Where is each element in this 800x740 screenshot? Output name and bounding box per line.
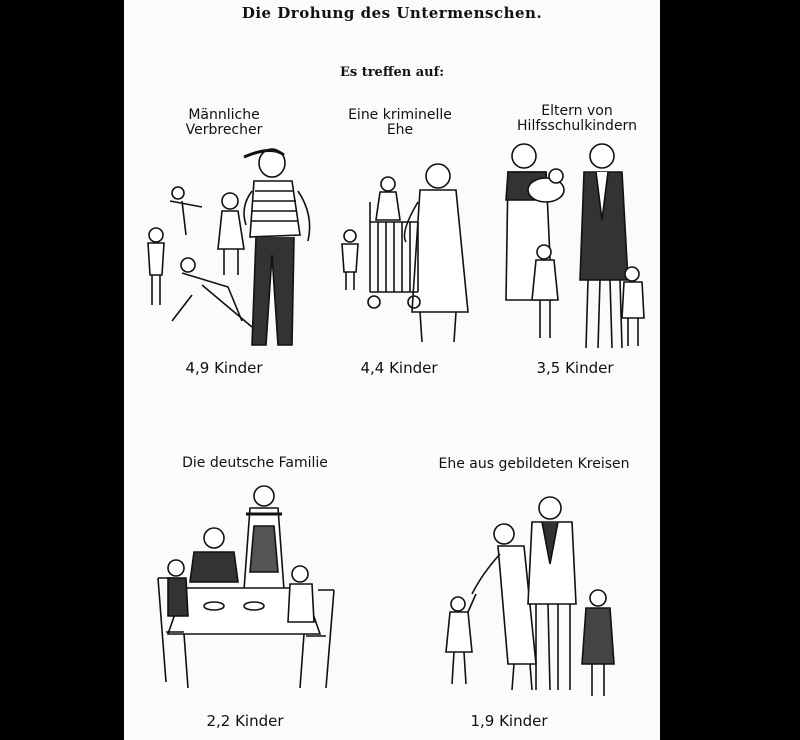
group-label-special-school-parents: Eltern von Hilfsschulkindern — [517, 103, 637, 134]
group-count-criminal-marriage: 4,4 Kinder — [360, 359, 438, 377]
poster-subtitle: Es treffen auf: — [339, 65, 445, 80]
group-label-educated-marriage: Ehe aus gebildeten Kreisen — [438, 456, 630, 472]
group-label-criminal-men: Männliche Verbrecher — [185, 107, 263, 138]
group-count-educated-marriage: 1,9 Kinder — [470, 712, 548, 730]
group-label-criminal-marriage: Eine kriminelle Ehe — [348, 107, 452, 138]
group-count-german-family: 2,2 Kinder — [206, 712, 284, 730]
illustration-german-family — [154, 482, 344, 702]
group-count-criminal-men: 4,9 Kinder — [185, 359, 263, 377]
poster-title: Die Drohung des Untermenschen. — [241, 4, 543, 22]
illustration-criminal-marriage — [330, 162, 480, 352]
illustration-special-school-parents — [496, 140, 656, 358]
poster-page — [124, 0, 660, 740]
illustration-criminal-men — [132, 145, 332, 360]
group-count-special-school-parents: 3,5 Kinder — [536, 359, 614, 377]
illustration-educated-marriage — [446, 494, 626, 700]
group-label-german-family: Die deutsche Familie — [182, 455, 328, 471]
